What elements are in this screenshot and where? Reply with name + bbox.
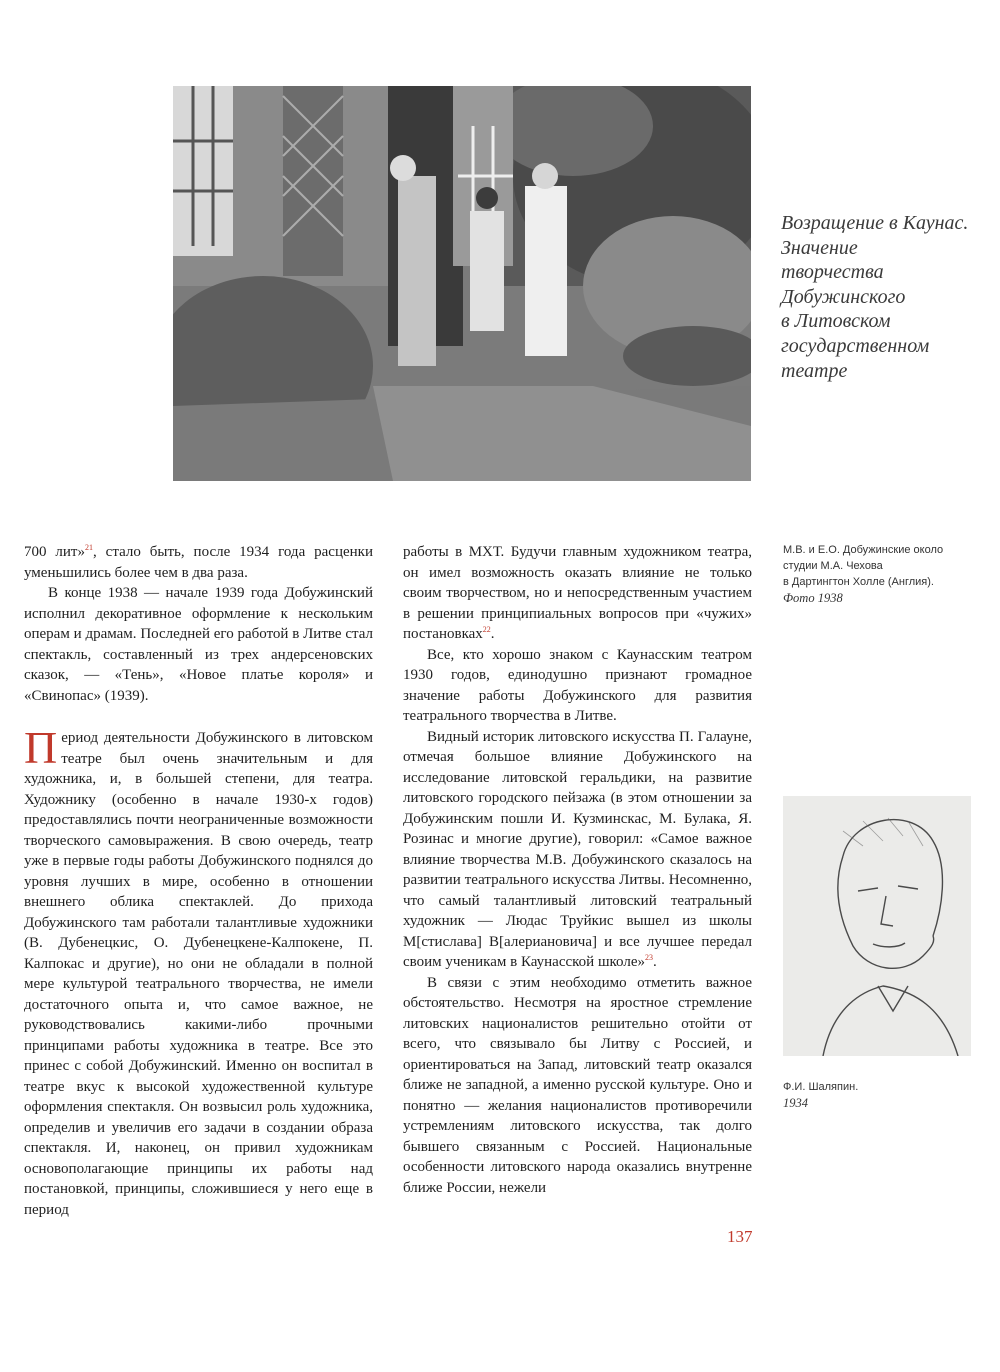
section-title-line: Добужинского (781, 285, 906, 308)
section-title-line: творчества (781, 261, 884, 284)
caption-line: 1934 (783, 1096, 808, 1110)
section-title-line: театре (781, 359, 848, 382)
text-run: . (653, 954, 657, 970)
photo-caption (783, 542, 993, 606)
portrait-sketch (783, 796, 971, 1056)
caption-line: в Дартингтон Холле (Англия). (783, 576, 934, 588)
caption-line: М.В. и Е.О. Добужинские около (783, 544, 944, 556)
text-run: работы в МХТ. Будучи главным художником театра, он имел возможность оказать влияние не только своим творчеством, но и непосредственным участием в решении принципиальных вопросов при «чужих» постановках (403, 544, 752, 642)
paragraph-dropcap (24, 722, 373, 1220)
photo-garden-house (173, 86, 751, 481)
text-run: , стало быть, после 1934 года расценки уменьшились более чем в два раза. (24, 544, 373, 581)
paragraph (403, 542, 752, 645)
section-title-line: Возращение в Каунас. (781, 212, 969, 234)
text-column-right (403, 542, 752, 1198)
caption-line: Фото 1938 (783, 591, 843, 605)
drop-cap: П (24, 722, 58, 773)
paragraph (24, 542, 373, 583)
text-run: . (490, 626, 495, 642)
text-run: 700 лит» (24, 544, 85, 560)
paragraph: Все, кто хорошо знаком с Каунасским театром 1930 годов, единодушно признают громадное значение работы Добужинского для развития театрального творчества в Литве. (403, 646, 752, 724)
paragraph: В конце 1938 — начале 1939 года Добужинский исполнил декоративное оформление к нескольким операм и драмам. Последней его работой в Литве стал спектакль, составленный из трех андерсеновских сказок, — «Тень», «Новое платье короля» и «Свинопас» (1939). (24, 585, 373, 704)
text-run: ериод деятельности Добужинского в литовском театре был очень значительным и для художника, и, в большей степени, для театра. Художнику (особенно в начале 1930-х годов) предоставлялись почти неограниченные возможности творческого самовыражения. В свою очередь, театр уже в первые годы работы Добужинского поднялся до уровня лучших в мире, особенно в отношении внешнего облика спектаклей. До прихода Добужинского там работали талантливые художники (В. Дубенецкис, О. Дубенецкене-Калпокене, П. Калпокас и другие), но они не обладали в полной мере культурой театрального творчества, не имели достаточного опыта и, что самое важное, не руководствовались какими-либо прочными принципами работы художника в театре. Все это принес с собой Добужинский. Именно он воспитал в театре вкус к высокой художественной культуре оформления спектакля. Он возвысил роль художника, определив и увеличив его задачи в создании образа спектакля. И, наконец, он привил художникам основополагающие принципы их работы над постановкой, принципы, сложившиеся у него еще в период (24, 730, 373, 1218)
page-number: 137 (727, 1227, 753, 1246)
footnote-ref: 22 (482, 625, 491, 634)
paragraph: В связи с этим необходимо отметить важное обстоятельство. Несмотря на яростное стремление литовских националистов решительно отойти от всего, что связывало бы Литву с Россией, и ориентироваться на Запад, литовский театр оказался ближе не западной, а именно русской культуре. Оно и понятно — желания националистов противоречили устремлениям литовского искусства, так долго бывшего связанным с Россией. Национальные особенности литовского народа оказались внутренне ближе России, нежели (403, 974, 752, 1196)
caption-line: студии М.А. Чехова (783, 560, 883, 572)
text-column-left (24, 542, 373, 1220)
footnote-ref: 21 (85, 543, 93, 552)
footnote-ref: 23 (645, 953, 653, 962)
paragraph (403, 727, 752, 973)
section-title-line: государственном (781, 334, 930, 357)
text-run: Видный историк литовского искусства П. Галауне, отмечая большое влияние Добужинского на исследование литовской геральдики, на развитие литовского городского пейзажа (в этом отношении за Добужинским пошли И. Кузминскас, М. Булака, Я. Розинас и многие другие), говорил: «Самое важное влияние творчества М.В. Добужинского сказалось на развитии театрального искусства Литвы. Несомненно, что самый талантливый литовский театральный художник — Людас Труйкис вышел из школы М[стислава] В[алериановича] и все лучшее передал своим ученикам в Каунасской школе» (403, 728, 752, 970)
top-photo (173, 86, 751, 481)
section-title-line: Значение (781, 236, 858, 259)
portrait-caption (783, 1079, 993, 1111)
section-title (781, 211, 991, 383)
caption-line: Ф.И. Шаляпин. (783, 1081, 859, 1093)
section-title-line: в Литовском (781, 310, 891, 333)
portrait-drawing (783, 796, 971, 1056)
